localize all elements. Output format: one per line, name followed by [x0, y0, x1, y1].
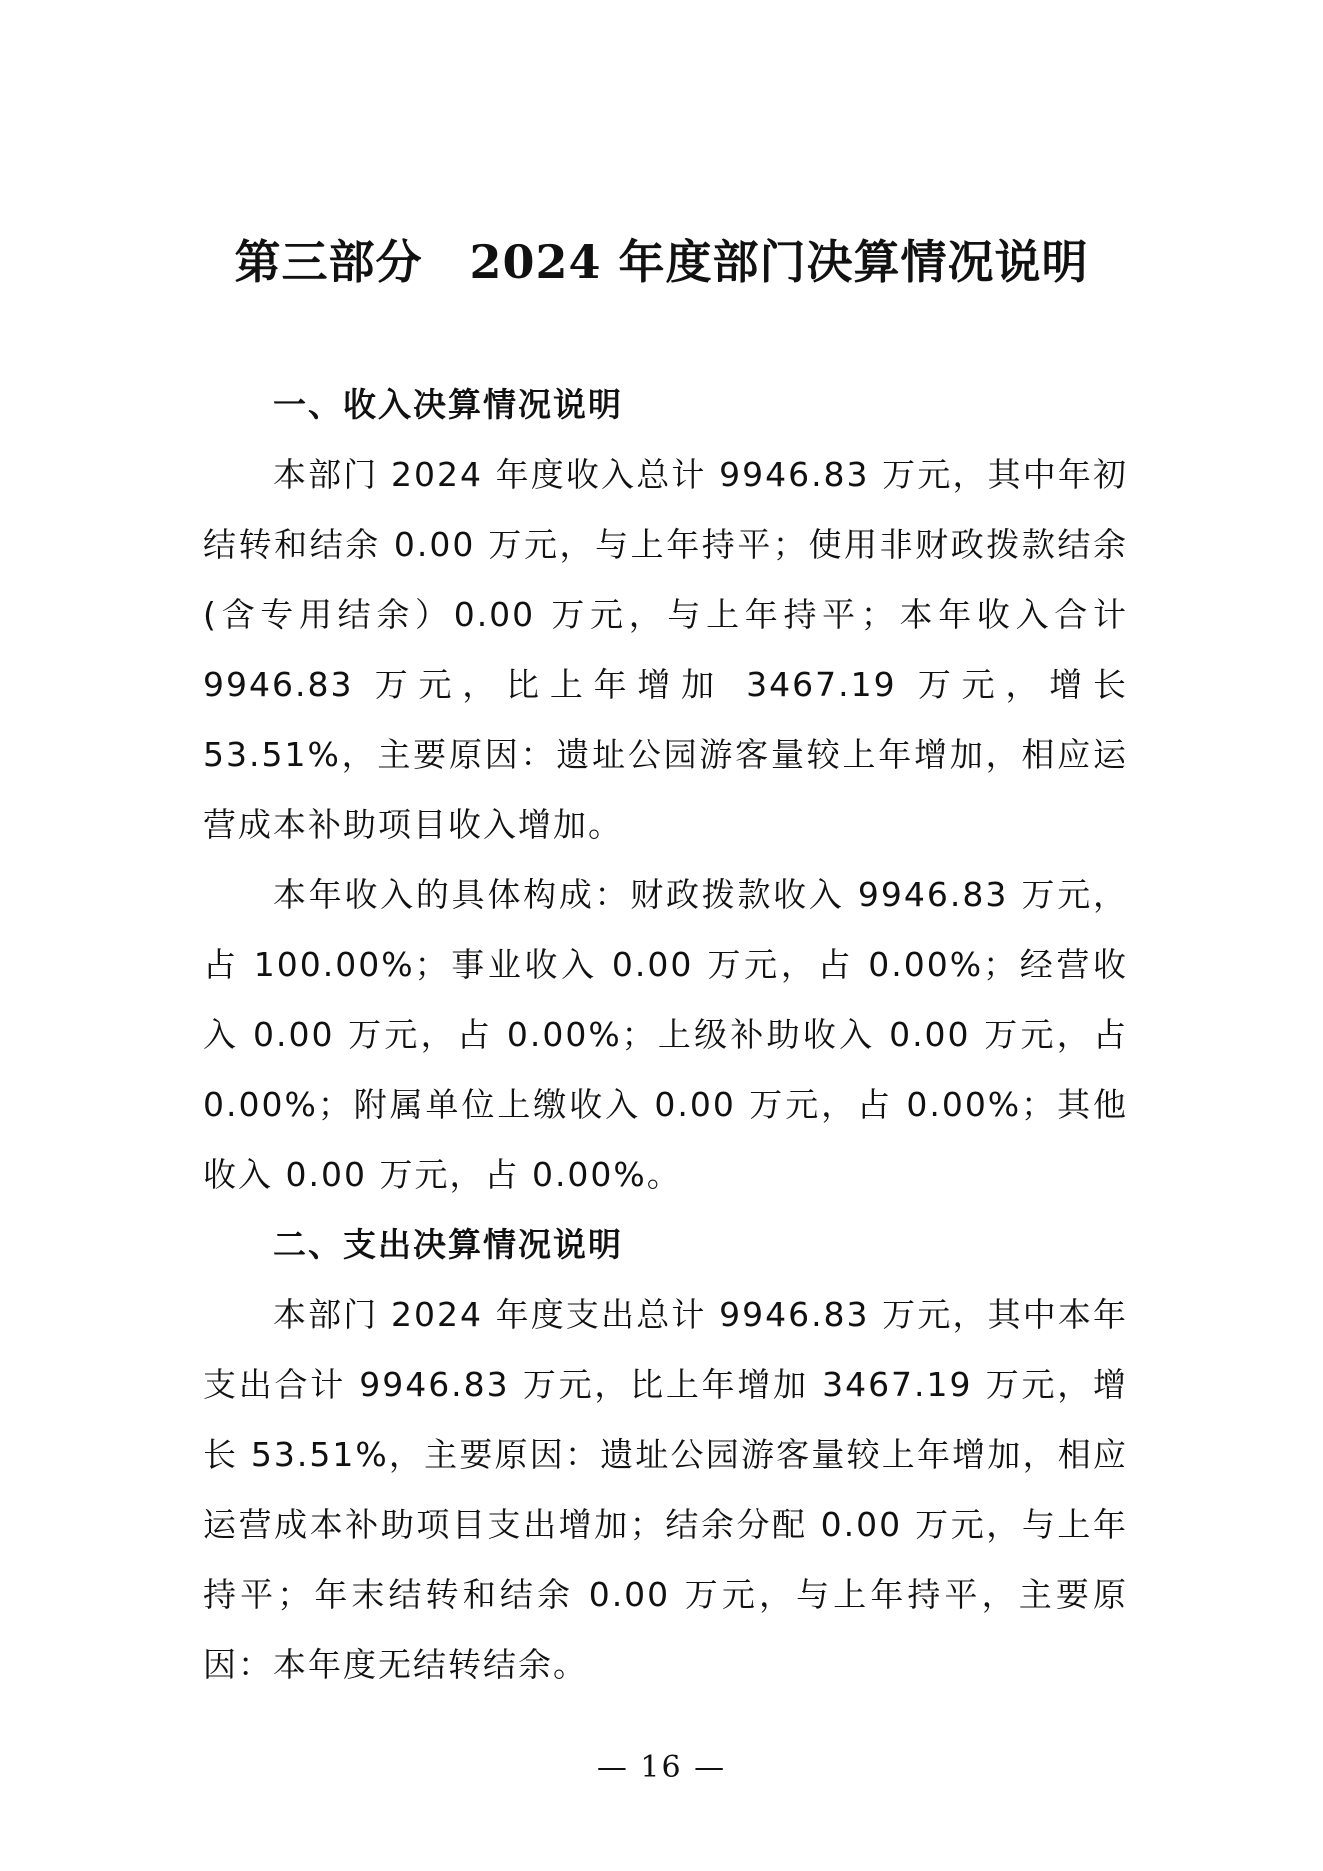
expenditure-section	[203, 1210, 1128, 1700]
income-composition-paragraph: 本年收入的具体构成：财政拨款收入 9946.83 万元，占 100.00%；事业收入 0.00 万元，占 0.00%；经营收入 0.00 万元，占 0.00%；上级补助收入 0.00 万元，占 0.00%；附属单位上缴收入 0.00 万元，占 0.00%；其他收入 0.00 万元，占 0.00%。	[203, 875, 1128, 1194]
income-section-heading: 一、收入决算情况说明	[273, 385, 623, 424]
expenditure-total-paragraph: 本部门 2024 年度支出总计 9946.83 万元，其中本年支出合计 9946.83 万元，比上年增加 3467.19 万元，增长 53.51%，主要原因：遗址公园游客量较上年增加，相应运营成本补助项目支出增加；结余分配 0.00 万元，与上年持平；年末结转和结余 0.00 万元，与上年持平，主要原因：本年度无结转结余。	[203, 1295, 1128, 1684]
income-section	[203, 370, 1128, 1210]
expenditure-section-heading: 二、支出决算情况说明	[273, 1225, 623, 1264]
document-title: 第三部分 2024 年度部门决算情况说明	[234, 235, 1089, 289]
income-total-paragraph: 本部门 2024 年度收入总计 9946.83 万元，其中年初结转和结余 0.00 万元，与上年持平；使用非财政拨款结余(含专用结余）0.00 万元，与上年持平；本年收入合计 9946.83 万元，比上年增加 3467.19 万元，增长 53.51%，主要原因：遗址公园游客量较上年增加，相应运营成本补助项目收入增加。	[203, 455, 1128, 844]
page-number: — 16 —	[596, 1750, 727, 1785]
document-body	[203, 370, 1128, 1700]
